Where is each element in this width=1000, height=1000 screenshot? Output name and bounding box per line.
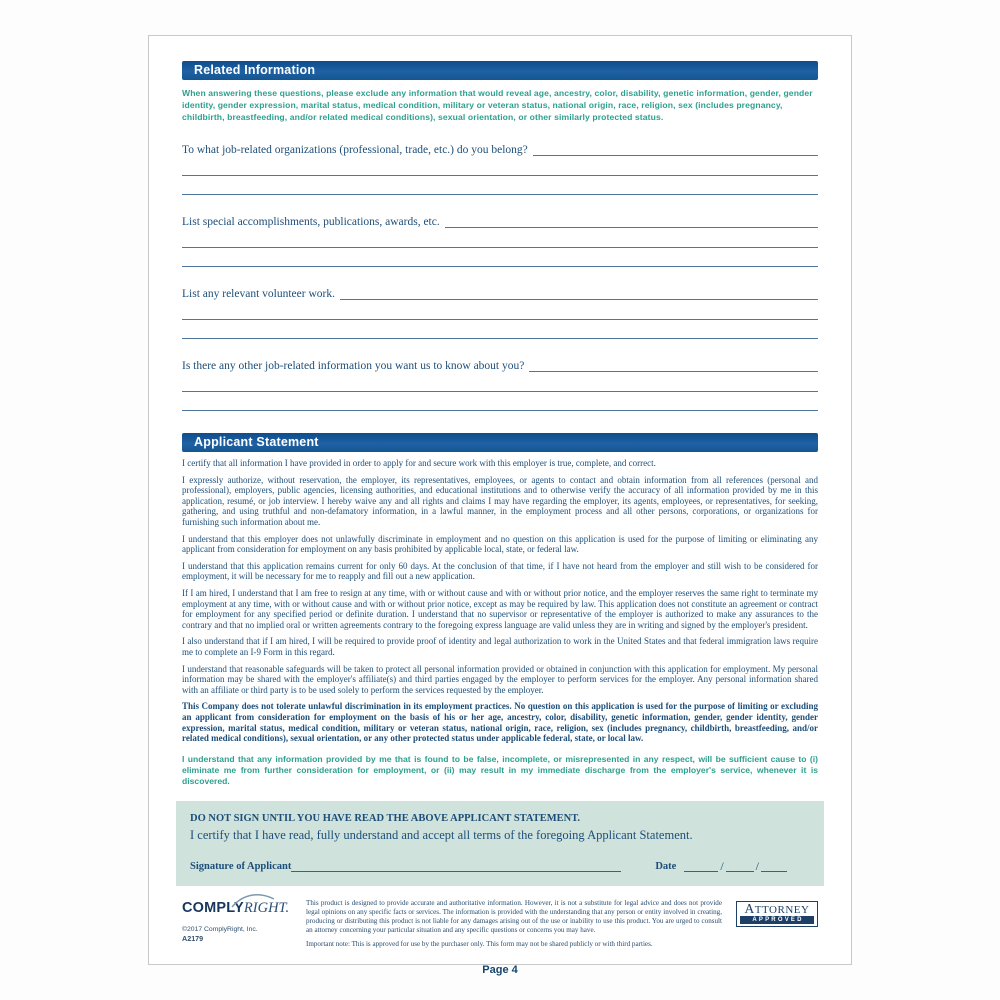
statement-paragraph: I expressly authorize, without reservation, the employer, its representatives, employees, or agents to contact and obtain information from all references (personal and professional), employers, public agencies, licensing authorities, and educational institutions and to otherwise verify the accuracy of all information provided by me in this application, resumé, or job interview. I hereby waive any and all rights and claims I may have regarding the employer, its agents, employees, or representatives, for seeking, gathering, and using truthful and non-defamatory information, in a lawful manner, in the employment process and all other persons, corporations, or organizations for furnishing such information about me.	[182, 474, 818, 528]
answer-line	[340, 286, 818, 300]
answer-line	[182, 372, 818, 392]
logo-swoosh-icon	[230, 892, 276, 908]
application-form-page	[148, 35, 852, 976]
answer-line	[182, 176, 818, 195]
statement-paragraph: I also understand that if I am hired, I will be required to provide proof of identity and legal authorization to work in the United States and that federal immigration laws require me to complete an I-9 Form in this regard.	[182, 636, 818, 657]
applicant-statement-header: Applicant Statement	[182, 433, 818, 452]
statement-paragraph: I certify that all information I have provided in order to apply for and secure work with this employer is true, complete, and correct.	[182, 458, 656, 469]
important-note: Important note: This is approved for use by the purchaser only. This form may not be shared publicly or with third parties.	[306, 939, 653, 948]
question-group	[182, 354, 818, 411]
answer-line	[445, 214, 818, 228]
certify-statement: I certify that I have read, fully understand and accept all terms of the foregoing Applicant Statement.	[190, 827, 693, 842]
answer-line	[533, 142, 818, 156]
badge-approved-text: APPROVED	[740, 916, 814, 925]
date-line	[684, 860, 718, 872]
page-number: Page 4	[482, 963, 518, 976]
statement-paragraph: I understand that this employer does not unlawfully discriminate in employment and no question on this application is used for the purpose of limiting or eliminating any applicant from consideration for employment on any basis prohibited by applicable local, state, or federal law.	[182, 533, 818, 555]
non-discrimination-paragraph: This Company does not tolerate unlawful discrimination in its employment practices. No question on this application is used for the purpose of limiting or excluding an applicant from consideration for employment on the basis of his or her age, ancestry, color, disability, genetic information, gender, gender identity, gender expression, marital status, medical condition, military or veteran status, national origin, race, religion, sex (includes pregnancy, childbirth, breastfeeding, and/or related medical conditions), sexual orientation, or any other protected status under applicable federal, state, or local law.	[182, 701, 818, 744]
date-slash: /	[720, 858, 724, 873]
answer-line	[182, 156, 818, 176]
question-group	[182, 138, 818, 195]
date-line	[726, 860, 754, 872]
question-label: List any relevant volunteer work.	[182, 288, 335, 301]
statement-paragraph: I understand that this application remains current for only 60 days. At the conclusion of that time, if I have not heard from the employer and still wish to be considered for employment, it will be necessary for me to reapply and fill out a new application.	[182, 560, 818, 582]
attorney-approved-badge	[736, 901, 818, 928]
answer-line	[182, 392, 818, 411]
complyright-logo	[182, 899, 300, 949]
related-information-header: Related Information	[182, 61, 818, 80]
answer-line	[182, 248, 818, 267]
protected-status-notice: When answering these questions, please exclude any information that would reveal age, ancestry, color, disability, genetic information, gender, gender identity, gender expression, marital status, medical condition, military or veteran status, national origin, race, religion, sex (includes pregnancy, childbirth, breastfeeding, and/or related medical conditions), sexual orientation, or other similarly protected status.	[182, 88, 813, 123]
date-label: Date	[655, 860, 677, 872]
signature-line	[291, 860, 621, 872]
date-line	[761, 860, 787, 872]
question-group	[182, 282, 818, 339]
badge-attorney-text: ATTORNEY	[744, 900, 810, 916]
date-slash: /	[755, 858, 760, 873]
logo-text-right: RIGHT.	[243, 899, 290, 916]
legal-disclaimer: This product is designed to provide accurate and authoritative information. However, it is not a substitute for legal advice and does not provide legal opinions on any specific facts or services. The information is provided with the understanding that any person or entity involved in creating, producing or distributing this product is not liable for any damages arising out of the use or inability to use this product. You are urged to consult an attorney concerning your particular situation and any specific questions or concerns you may have.	[306, 898, 722, 935]
copyright-text: ©2017 ComplyRight, Inc.	[182, 925, 258, 933]
form-number: A2179	[182, 933, 204, 943]
question-label: Is there any other job-related information you want us to know about you?	[182, 360, 525, 373]
answer-line	[182, 320, 818, 339]
question-label: To what job-related organizations (professional, trade, etc.) do you belong?	[182, 144, 528, 157]
logo-text-comply: COMPLY	[182, 899, 244, 916]
question-group	[182, 210, 818, 267]
signature-label: Signature of Applicant	[190, 860, 292, 872]
page-footer	[182, 899, 818, 949]
answer-line	[529, 358, 818, 372]
answer-line	[182, 228, 818, 248]
statement-paragraph: I understand that reasonable safeguards will be taken to protect all personal information provided or obtained in conjunction with this application for employment. My personal information may be shared with the employer's affiliate(s) and third parties engaged by the employer to perform services for the employer. Any personal information shared with an affiliate or third party is to be used solely to perform the services requested by the employer.	[182, 663, 818, 695]
signature-box	[176, 801, 824, 886]
false-information-warning: I understand that any information provided by me that is found to be false, incomplete, or misrepresented in any respect, will be sufficient cause to (i) eliminate me from further consideration for employment, or (ii) may result in my immediate discharge from the employer's service, whenever it is discovered.	[182, 753, 818, 786]
answer-line	[182, 300, 818, 320]
statement-paragraph: If I am hired, I understand that I am free to resign at any time, with or without cause and with or without prior notice, and the employer reserves the same right to terminate my employment at any time, with or without cause and with or without prior notice, except as may be required by law. This application does not constitute an agreement or contract for employment for any specified period or definite duration. I understand that no supervisor or representative of the employer is authorized to make any assurances to the contrary and that no implied oral or written agreements contrary to the foregoing express language are valid unless they are in writing and signed by the employer's president.	[182, 588, 818, 630]
question-label: List special accomplishments, publications, awards, etc.	[182, 216, 440, 229]
do-not-sign-warning: DO NOT SIGN UNTIL YOU HAVE READ THE ABOVE APPLICANT STATEMENT.	[190, 812, 581, 824]
